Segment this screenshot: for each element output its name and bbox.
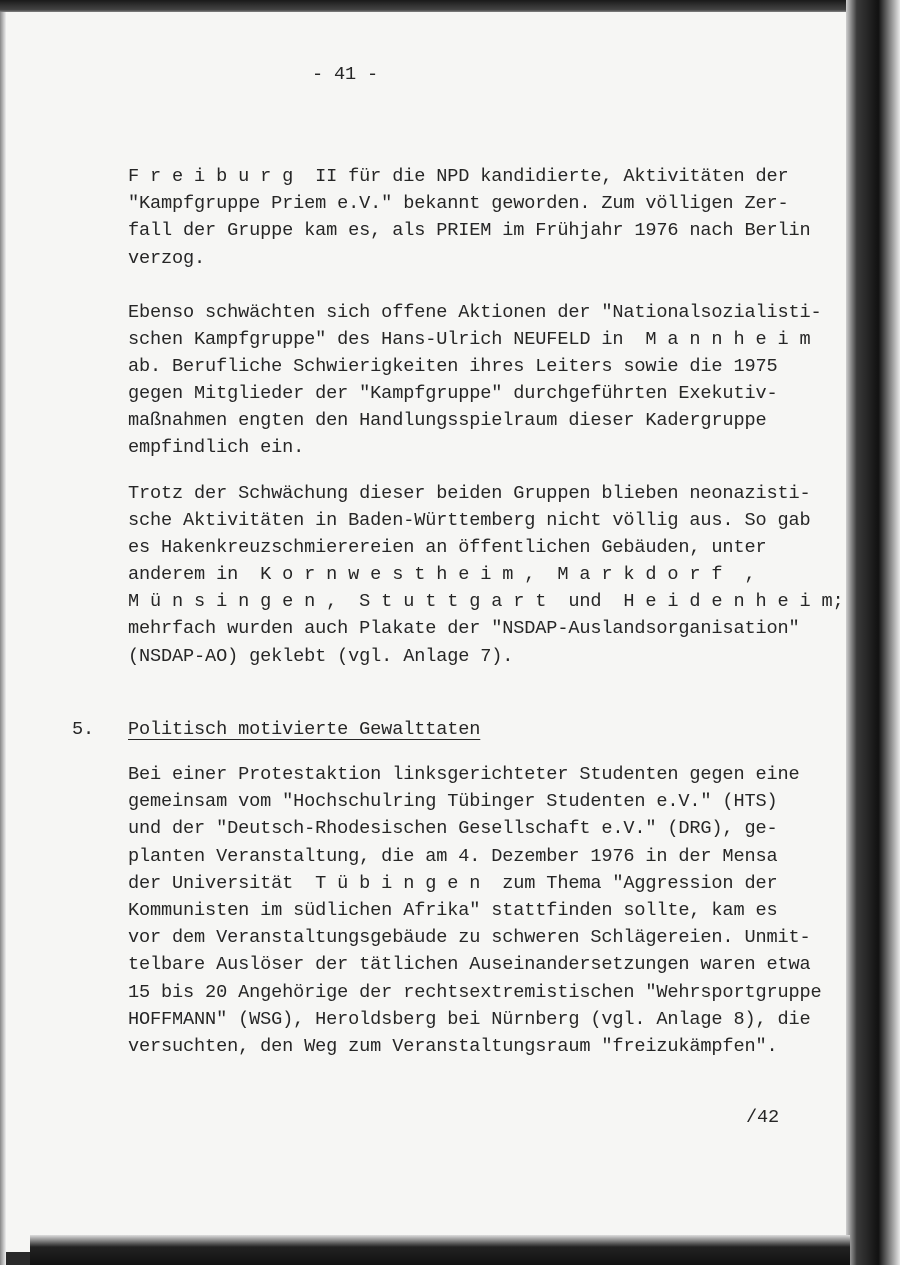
- paragraph-line: maßnahmen engten den Handlungsspielraum dieser Kadergruppe: [128, 410, 767, 431]
- paragraph-line: anderem in K o r n w e s t h e i m , M a r k d o r f ,: [128, 564, 756, 585]
- section-number: 5.: [72, 719, 95, 740]
- continuation-marker: /42: [746, 1107, 780, 1128]
- paragraph-line: empfindlich ein.: [128, 437, 305, 458]
- paragraph-line: mehrfach wurden auch Plakate der "NSDAP-Auslandsorganisation": [128, 618, 800, 639]
- paragraph-line: ab. Berufliche Schwierigkeiten ihres Leiters sowie die 1975: [128, 356, 778, 377]
- paragraph-line: "Kampfgruppe Priem e.V." bekannt geworden. Zum völligen Zer-: [128, 193, 789, 214]
- paragraph-line: M ü n s i n g e n , S t u t t g a r t und H e i d e n h e i m;: [128, 591, 844, 612]
- section-paragraph-line: telbare Auslöser der tätlichen Auseinandersetzungen waren etwa: [128, 954, 811, 976]
- paragraph-line: sche Aktivitäten in Baden-Württemberg nicht völlig aus. So gab: [128, 510, 811, 531]
- page-number: - 41 -: [312, 64, 379, 85]
- scan-edge-left: [0, 12, 6, 1265]
- paragraph-line: verzog.: [128, 248, 206, 269]
- scan-edge-bottom: [30, 1235, 850, 1265]
- section-paragraph-line: 15 bis 20 Angehörige der rechtsextremistischen "Wehrsportgruppe: [128, 981, 822, 1003]
- section-paragraph-line: vor dem Veranstaltungsgebäude zu schweren Schlägereien. Unmit-: [128, 927, 811, 949]
- section-paragraph-line: gemeinsam vom "Hochschulring Tübinger Studenten e.V." (HTS): [128, 791, 778, 813]
- paragraph-line: F r e i b u r g II für die NPD kandidierte, Aktivitäten der: [128, 166, 789, 187]
- paragraph-line: Trotz der Schwächung dieser beiden Gruppen blieben neonazisti-: [128, 483, 811, 504]
- paragraph-line: es Hakenkreuzschmierereien an öffentlichen Gebäuden, unter: [128, 537, 767, 558]
- section-paragraph-line: Kommunisten im südlichen Afrika" stattfinden sollte, kam es: [128, 900, 778, 921]
- section-paragraph-line: HOFFMANN" (WSG), Heroldsberg bei Nürnberg (vgl. Anlage 8), die: [128, 1008, 811, 1030]
- paragraph-line: Ebenso schwächten sich offene Aktionen der "Nationalsozialisti-: [128, 302, 822, 323]
- paragraph-line: gegen Mitglieder der "Kampfgruppe" durchgeführten Exekutiv-: [128, 383, 778, 404]
- paragraph-line: schen Kampfgruppe" des Hans-Ulrich NEUFELD in M a n n h e i m: [128, 329, 811, 350]
- section-paragraph-line: der Universität T ü b i n g e n zum Thema "Aggression der: [128, 872, 778, 894]
- section-heading: Politisch motivierte Gewalttaten: [128, 719, 481, 740]
- section-paragraph-line: Bei einer Protestaktion linksgerichteter Studenten gegen eine: [128, 764, 800, 785]
- paragraph-line: (NSDAP-AO) geklebt (vgl. Anlage 7).: [128, 646, 514, 667]
- section-paragraph-line: planten Veranstaltung, die am 4. Dezember 1976 in der Mensa: [128, 845, 778, 867]
- scan-edge-right: [846, 0, 900, 1265]
- section-paragraph-line: versuchten, den Weg zum Veranstaltungsraum "freizukämpfen".: [128, 1036, 778, 1057]
- section-paragraph-line: und der "Deutsch-Rhodesischen Gesellschaft e.V." (DRG), ge-: [128, 818, 778, 840]
- paragraph-line: fall der Gruppe kam es, als PRIEM im Frühjahr 1976 nach Berlin: [128, 220, 811, 241]
